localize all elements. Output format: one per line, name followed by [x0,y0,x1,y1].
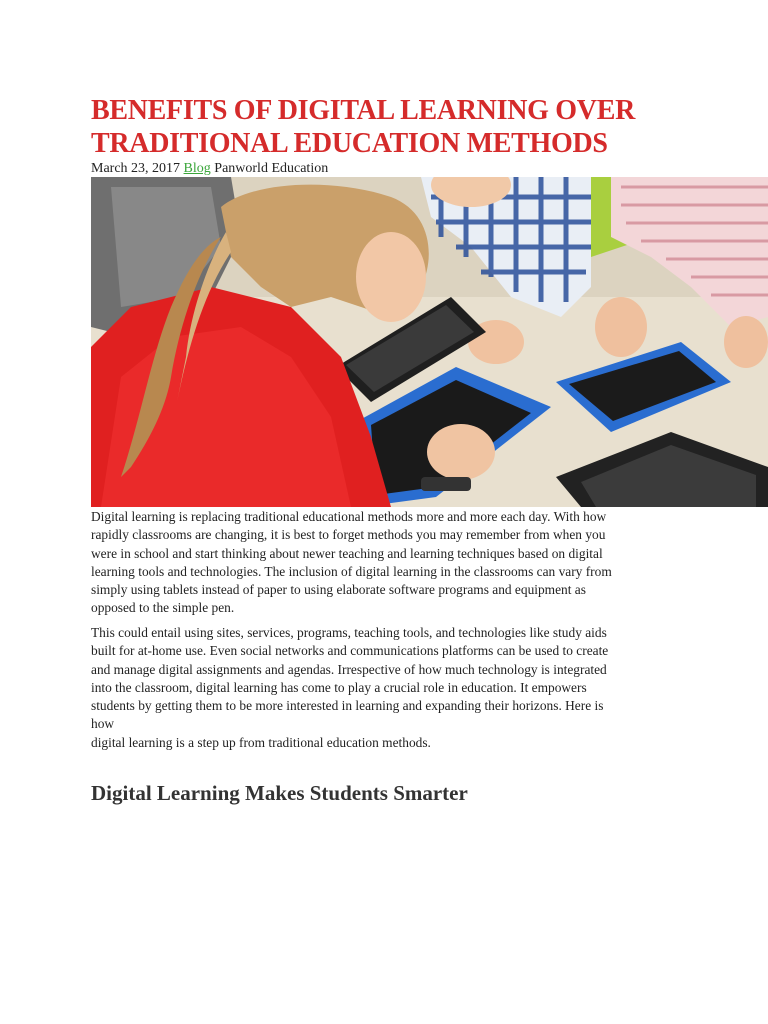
paragraph-line: This could entail using sites, services, programs, teaching tools, and technologies like study aids [91,625,607,640]
paragraph-line: how [91,716,115,732]
category-link[interactable]: Blog [183,161,211,176]
paragraph-line: simply using tablets instead of paper to using elaborate software programs and equipment as [91,582,586,598]
paragraph-line: built for at-home use. Even social networks and communications platforms can be used to create [91,643,609,659]
students-with-tablets-illustration [91,177,768,507]
post-author: Panworld Education [214,161,329,176]
paragraph-line: digital learning is a step up from traditional education methods. [91,734,431,750]
paragraph-line: into the classroom, digital learning has come to play a crucial role in education. It empowers [91,679,587,695]
paragraph-line: learning tools and technologies. The inclusion of digital learning in the classrooms can vary from [91,563,612,579]
paragraph-line: Digital learning is replacing traditional educational methods more and more each day. With how [91,509,607,524]
post-date: March 23, 2017 [91,161,181,176]
title-line-2: TRADITIONAL EDUCATION METHODS [91,128,608,159]
paragraph-line: were in school and start thinking about newer teaching and learning techniques based on digital [91,545,603,561]
paragraph-line: rapidly classrooms are changing, it is best to forget methods you may remember from when you [91,527,606,543]
title-line-1: BENEFITS OF DIGITAL LEARNING OVER [91,95,635,126]
section-heading: Digital Learning Makes Students Smarter [91,781,468,805]
paragraph-line: students by getting them to be more interested in learning and expanding their horizons. Here is [91,698,604,714]
second-paragraph [91,624,677,752]
hero-image [91,177,768,507]
paragraph-line: and manage digital assignments and agendas. Irrespective of how much technology is integrated [91,661,607,677]
paragraph-line: opposed to the simple pen. [91,600,235,616]
article-title [91,94,751,160]
intro-paragraph [91,508,677,618]
article-meta [91,160,328,178]
